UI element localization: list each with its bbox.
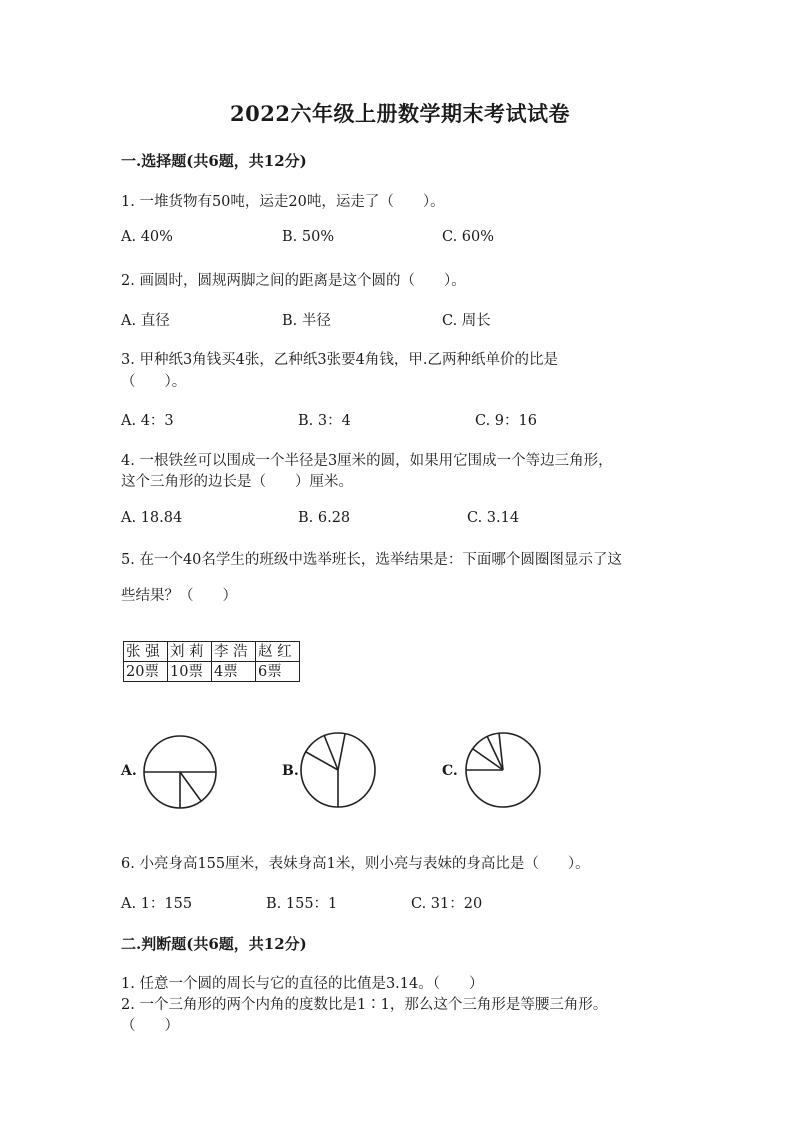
pie-a-divider: [180, 772, 201, 801]
vote-table-votes-row: [124, 662, 300, 682]
pie-option-a-label: A.: [121, 763, 137, 779]
q4-option-a: A. 18.84: [121, 510, 183, 526]
question-3-line-1: 3. 甲种纸3角钱买4张，乙种纸3张要4角钱，甲.乙两种纸单价的比是: [121, 352, 558, 368]
vote-count-cell: 20票: [124, 662, 168, 682]
q3-option-a: A. 4：3: [121, 413, 174, 429]
q6-option-b: B. 155：1: [266, 896, 338, 912]
question-5-line-1: 5. 在一个40名学生的班级中选举班长，选举结果是：下面哪个圆圈图显示了这: [121, 552, 622, 568]
judge-question-2-line-1: 2. 一个三角形的两个内角的度数比是1∶1，那么这个三角形是等腰三角形。: [121, 997, 608, 1013]
judge-question-1: 1. 任意一个圆的周长与它的直径的比值是3.14。（ ）: [121, 976, 484, 992]
q4-option-b: B. 6.28: [298, 510, 351, 526]
pie-option-b-label: B.: [282, 763, 299, 779]
q2-option-a: A. 直径: [121, 313, 170, 329]
question-4-line-2: 这个三角形的边长是（ ）厘米。: [121, 474, 353, 490]
question-5-line-2: 些结果？（ ）: [121, 588, 237, 604]
q1-option-b: B. 50%: [282, 229, 335, 245]
pie-b-divider: [324, 735, 338, 770]
question-1: 1. 一堆货物有50吨，运走20吨，运走了（ ）。: [121, 194, 445, 210]
question-2: 2. 画圆时，圆规两脚之间的距离是这个圆的（ ）。: [121, 273, 466, 289]
pie-b-divider: [338, 734, 345, 770]
vote-name-cell: 赵 红: [256, 642, 300, 662]
question-3-line-2: （ ）。: [121, 374, 187, 390]
pie-chart-a: [140, 732, 220, 812]
q3-option-c: C. 9：16: [475, 413, 537, 429]
vote-name-cell: 李 浩: [212, 642, 256, 662]
vote-count-cell: 6票: [256, 662, 300, 682]
q1-option-c: C. 60%: [442, 229, 495, 245]
vote-table-names-row: [124, 642, 300, 662]
vote-name-cell: 刘 莉: [168, 642, 212, 662]
q6-option-c: C. 31：20: [411, 896, 483, 912]
vote-name-cell: 张 强: [124, 642, 168, 662]
pie-option-c-label: C.: [442, 763, 458, 779]
vote-count-cell: 10票: [168, 662, 212, 682]
q6-option-a: A. 1：155: [121, 896, 193, 912]
section-2-heading: 二.判断题(共6题，共12分): [121, 935, 307, 953]
q2-option-b: B. 半径: [282, 313, 331, 329]
q3-option-b: B. 3：4: [298, 413, 351, 429]
q4-option-c: C. 3.14: [467, 510, 520, 526]
vote-count-cell: 4票: [212, 662, 256, 682]
judge-question-2-line-2: （ ）: [121, 1018, 179, 1034]
pie-b-divider: [306, 752, 338, 770]
q2-option-c: C. 周长: [442, 313, 491, 329]
pie-chart-b: [298, 730, 378, 810]
q1-option-a: A. 40%: [121, 229, 173, 245]
vote-table: [123, 641, 300, 682]
exam-title: 2022六年级上册数学期末考试试卷: [230, 101, 570, 126]
question-6: 6. 小亮身高155厘米，表妹身高1米，则小亮与表妹的身高比是（ ）。: [121, 856, 590, 872]
question-4-line-1: 4. 一根铁丝可以围成一个半径是3厘米的圆，如果用它围成一个等边三角形，: [121, 453, 613, 469]
section-1-heading: 一.选择题(共6题，共12分): [121, 152, 307, 170]
pie-chart-c: [463, 730, 543, 810]
